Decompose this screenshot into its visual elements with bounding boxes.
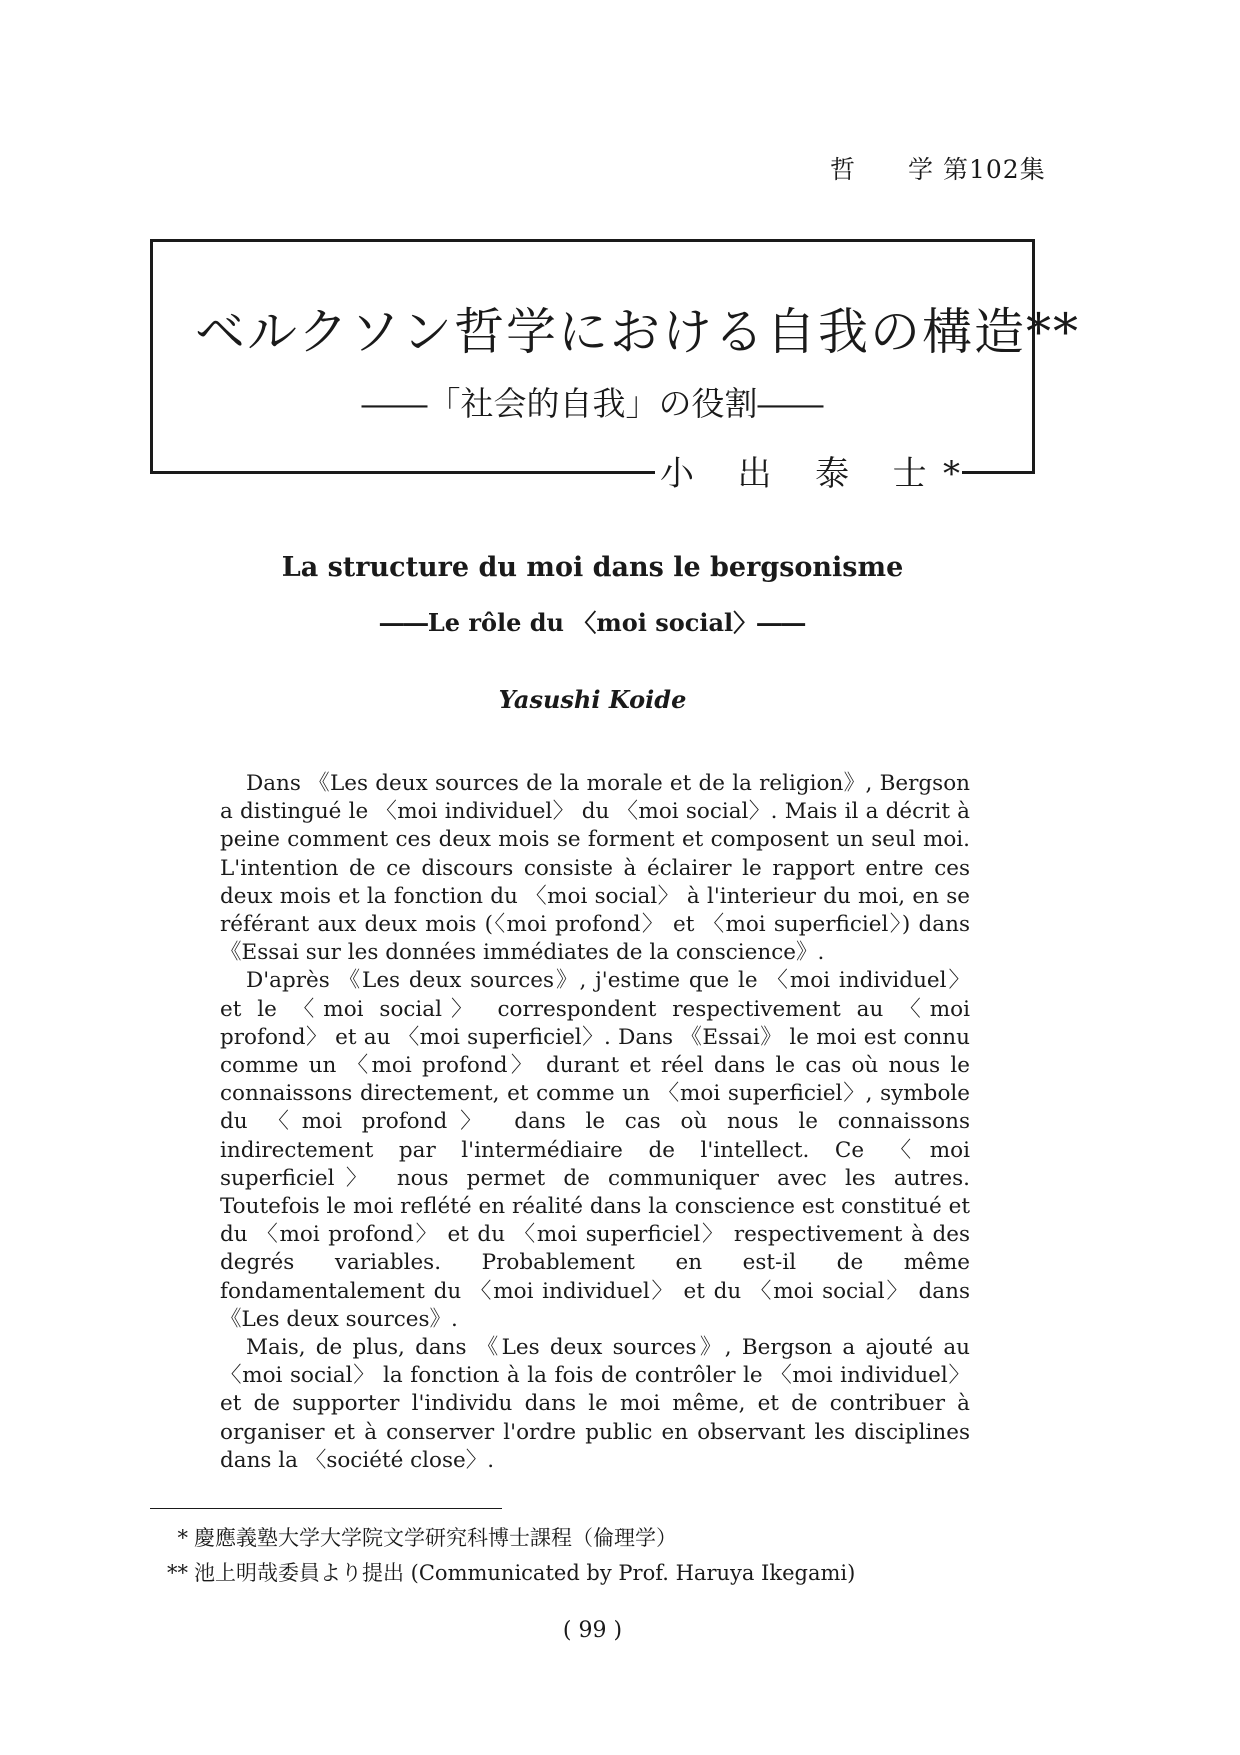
french-subtitle: ――Le rôle du 〈moi social〉――	[379, 608, 806, 637]
french-title: La structure du moi dans le bergsonisme	[281, 552, 904, 583]
title-box-bottom-border-left	[150, 471, 655, 474]
footnote-1	[150, 1522, 677, 1552]
japanese-author: 小 出 泰 士*	[660, 454, 960, 494]
journal-header	[830, 150, 1046, 186]
abstract-paragraph-2: D'après 《Les deux sources》, j'estime que le 〈moi individuel〉 et le 〈moi social〉 correspondent respectivement au 〈moi profond〉 et au 〈moi superficiel〉. Dans 《Essai》 le moi est connu comme un 〈moi profond〉 durant et réel dans le cas où nous le connaissons directement, et comme un 〈moi superficiel〉, symbole du 〈moi profond〉 dans le cas où nous le connaissons indirectement par l'intermédiaire de l'intellect. Ce 〈moi superficiel〉 nous permet de communiquer avec les autres. Toutefois le moi reflété en réalité dans la conscience est constitué et du 〈moi profond〉 et du 〈moi superficiel〉 respectivement à des degrés variables. Probablement en est-il de même fondamentalement du 〈moi individuel〉 et du 〈moi social〉 dans 《Les deux sources》.	[220, 968, 970, 1332]
japanese-title: ベルクソン哲学における自我の構造**	[195, 303, 1080, 361]
japanese-subtitle: ――「社会的自我」の役割――	[361, 384, 824, 423]
footnote-2	[150, 1557, 855, 1587]
title-box-left-border	[150, 239, 153, 474]
footnote-2-mark: **	[167, 1561, 188, 1585]
journal-name-2: 学	[908, 155, 935, 184]
title-box-bottom-border-right	[962, 471, 1035, 474]
page-number: ( 99 )	[562, 1618, 623, 1643]
footnote-1-text: 慶應義塾大学大学院文学研究科博士課程（倫理学）	[194, 1526, 677, 1550]
abstract	[220, 770, 970, 1475]
journal-volume: 第102集	[942, 155, 1046, 184]
footnote-rule	[150, 1508, 502, 1509]
french-author: Yasushi Koide	[498, 685, 687, 714]
footnote-2-text: 池上明哉委員より提出 (Communicated by Prof. Haruya Ikegami)	[194, 1561, 856, 1585]
journal-name-1: 哲	[830, 155, 857, 184]
footnote-1-mark: *	[177, 1526, 188, 1550]
abstract-paragraph-1: Dans 《Les deux sources de la morale et de la religion》, Bergson a distingué le 〈moi individuel〉 du 〈moi social〉. Mais il a décrit à peine comment ces deux mois se forment et composent un seul moi. L'intention de ce discours consiste à éclairer le rapport entre ces deux mois et la fonction du 〈moi social〉 à l'interieur du moi, en se référant aux deux mois (〈moi profond〉 et 〈moi superficiel〉) dans 《Essai sur les données immédiates de la conscience》.	[220, 771, 970, 966]
abstract-paragraph-3: Mais, de plus, dans 《Les deux sources》, Bergson a ajouté au 〈moi social〉 la fonction à la fois de contrôler le 〈moi individuel〉 et de supporter l'individu dans le moi même, et de contribuer à organiser et à conserver l'ordre public en observant les disciplines dans la 〈société close〉.	[220, 1335, 970, 1473]
title-box-top-border	[150, 239, 1035, 242]
